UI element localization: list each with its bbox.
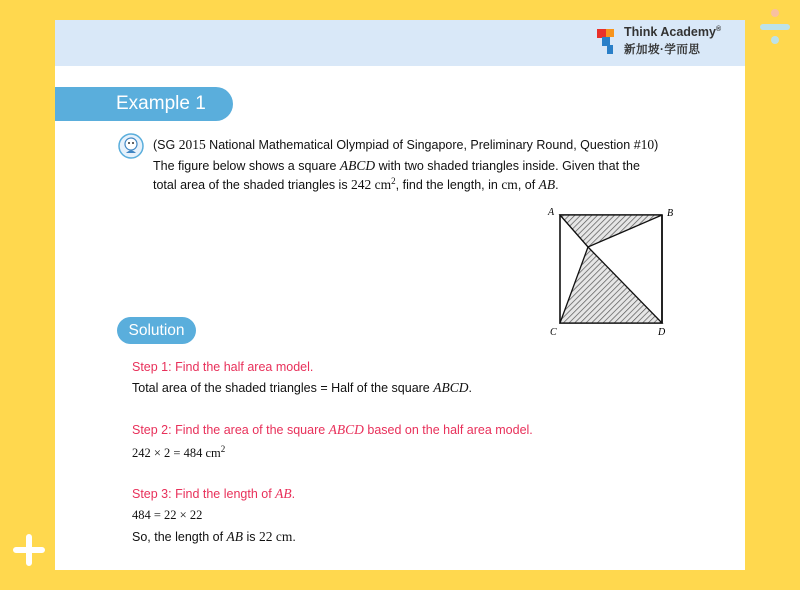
label-c: C [550, 327, 557, 338]
question-line-2: The figure below shows a square ABCD with two shaded triangles inside. Given that the [153, 158, 640, 173]
square-figure [545, 205, 685, 341]
registered-mark: ® [715, 25, 722, 33]
mascot-avatar-icon [118, 133, 144, 159]
brand-name-cn: 新加坡·学而思 [624, 44, 701, 56]
question-source: (SG 2015 National Mathematical Olympiad of Singapore, Preliminary Round, Question #10) [153, 137, 659, 152]
divide-icon [758, 8, 792, 46]
label-b: B [667, 208, 674, 219]
step3-equation: 484 = 22 × 22 [132, 508, 203, 522]
plus-icon [12, 533, 46, 567]
slide-card [55, 20, 745, 570]
step1-text: Total area of the shaded triangles = Half of the square ABCD. [132, 380, 472, 395]
brand-name: Think Academy [624, 25, 716, 39]
step3-title: Step 3: Find the length of AB. [132, 486, 296, 501]
label-d: D [658, 327, 666, 338]
label-a: A [548, 207, 555, 218]
brand-mark-icon [595, 26, 621, 56]
step2-equation: 242 × 2 = 484 $cm^2$ [132, 444, 226, 461]
step3-conclusion: So, the length of AB is 22 cm. [132, 529, 296, 544]
solution-label: Solution [117, 317, 196, 344]
step1-title: Step 1: Find the half area model. [132, 360, 314, 374]
step2-title: Step 2: Find the area of the square ABCD based on the half area model. [132, 422, 533, 437]
question-line-3: total area of the shaded triangles is 242 $cm^2$, find the length, in cm, of AB. [153, 176, 559, 193]
think-academy-logo [595, 24, 722, 58]
header-bar [55, 20, 745, 66]
example-label: Example 1 [55, 87, 233, 121]
